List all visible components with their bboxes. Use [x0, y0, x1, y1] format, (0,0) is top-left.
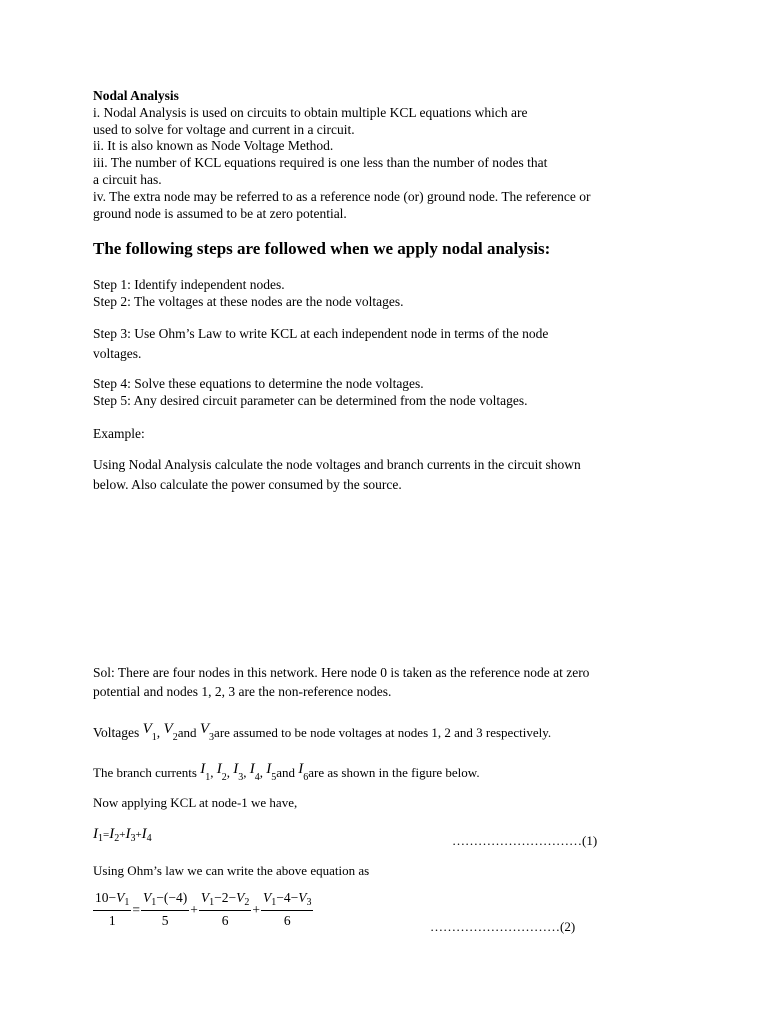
equation-1-number: …………………………(1) — [452, 833, 598, 848]
voltages-suffix: are assumed to be node voltages at nodes 1, 2 and 3 respectively. — [214, 725, 552, 740]
example-question-line-1: Using Nodal Analysis calculate the node voltages and branch currents in the circuit shown — [93, 457, 581, 472]
equation-2-number: …………………………(2) — [430, 919, 576, 934]
fraction: $\frac{V_1-4-V_3}{6}$ — [262, 890, 312, 928]
equation-2: $\frac{10-V_1}{1}$ = $\frac{V_1-(-4)}{5}$ + $\frac{V_1-2-V_2}{6}$ + $\frac{V_1-4-V_3}{6}$ — [95, 890, 312, 928]
intro-line: ground node is assumed to be at zero potential. — [93, 205, 347, 221]
step-3-line-2: voltages. — [93, 346, 142, 361]
step-5: Step 5: Any desired circuit parameter can be determined from the node voltages. — [93, 393, 528, 408]
voltages-prefix: Voltages — [93, 725, 140, 740]
steps-heading: The following steps are followed when we apply nodal analysis: — [93, 239, 551, 258]
intro-line: used to solve for voltage and current in a circuit. — [93, 121, 355, 137]
example-question-line-2: below. Also calculate the power consumed by the source. — [93, 477, 402, 492]
equation-1: $I_1=I_2+I_3+I_4$ — [93, 826, 152, 844]
and-word: and — [177, 725, 197, 740]
solution-line-1: Sol: There are four nodes in this network. Here node 0 is taken as the reference node at zero — [93, 665, 590, 680]
step-2: Step 2: The voltages at these nodes are the node voltages. — [93, 294, 404, 309]
ohm-intro: Using Ohm’s law we can write the above equation as — [93, 863, 370, 878]
intro-line: a circuit has. — [93, 171, 162, 187]
step-3-line-1: Step 3: Use Ohm’s Law to write KCL at each independent node in terms of the node — [93, 326, 549, 341]
voltages-line: Voltages $V_1$, $V_2and$ $V_3are$ assumed to be node voltages at nodes 1, 2 and 3 respectively. — [93, 721, 552, 743]
currents-prefix: The branch currents — [93, 765, 197, 780]
and-word: and — [276, 765, 295, 780]
intro-line: iii. The number of KCL equations required is one less than the number of nodes that — [93, 155, 548, 171]
intro-line: i. Nodal Analysis is used on circuits to obtain multiple KCL equations which are — [93, 104, 528, 120]
fraction: $\frac{V_1-(-4)}{5}$ — [143, 890, 188, 928]
step-4: Step 4: Solve these equations to determine the node voltages. — [93, 376, 424, 391]
currents-suffix: are as shown in the figure below. — [308, 765, 480, 780]
intro-block — [93, 88, 683, 222]
intro-line: iv. The extra node may be referred to as a reference node (or) ground node. The reference or — [93, 188, 591, 204]
solution-line-2: potential and nodes 1, 2, 3 are the non-reference nodes. — [93, 684, 392, 699]
fraction: $\frac{V_1-2-V_2}{6}$ — [200, 890, 250, 928]
currents-line: The branch currents $I_1$, $I_2$, $I_3$, $I_4$, $I_5and$ $I_6are$ as shown in the figure below. — [93, 761, 480, 783]
example-label: Example: — [93, 426, 145, 441]
fraction: $\frac{10-V_1}{1}$ — [95, 890, 130, 928]
kcl-intro: Now applying KCL at node-1 we have, — [93, 795, 298, 810]
step-1: Step 1: Identify independent nodes. — [93, 277, 285, 292]
section-title: Nodal Analysis — [93, 88, 179, 103]
intro-line: ii. It is also known as Node Voltage Method. — [93, 138, 334, 154]
